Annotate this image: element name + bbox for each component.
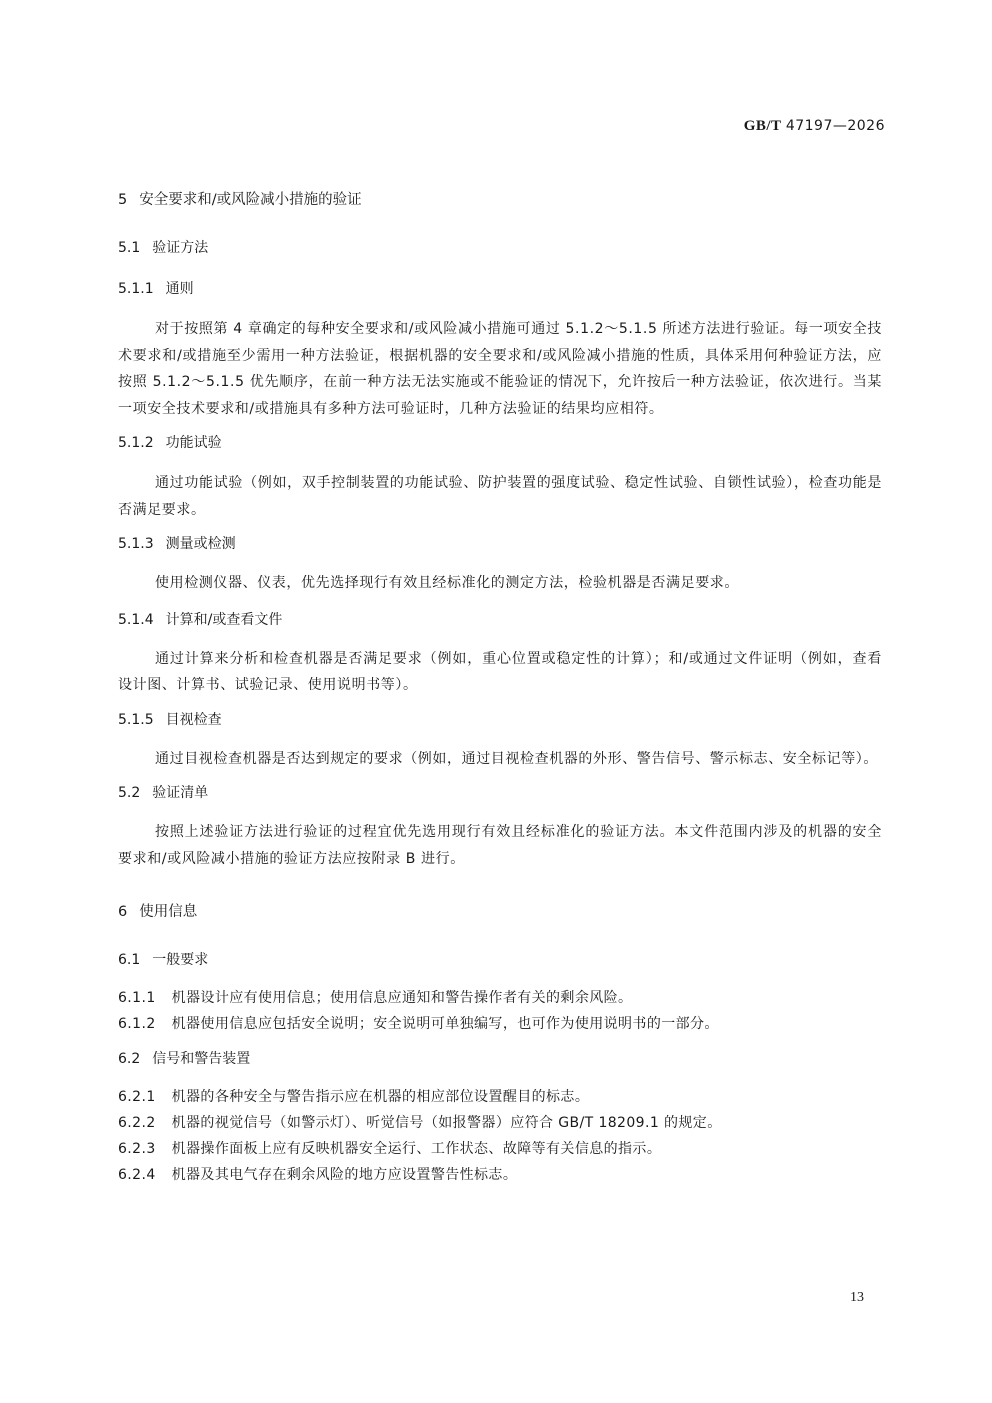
standard-number: 47197—2026 — [785, 118, 885, 134]
heading-title: 测量或检测 — [165, 536, 236, 552]
heading-section-5-1-5 — [118, 708, 882, 732]
text-line: 对于按照第 4 章确定的每种安全要求和/或风险减小措施可通过 5.1.2～5.1.5 所述方法进行验证。 — [155, 321, 795, 337]
heading-section-5-1 — [118, 236, 882, 260]
heading-number: 5 — [118, 192, 128, 208]
heading-title: 计算和/或查看文件 — [165, 611, 283, 628]
page-number: 13 — [850, 1290, 864, 1305]
heading-title: 功能试验 — [165, 435, 222, 451]
heading-title: 信号和警告装置 — [152, 1051, 251, 1067]
heading-title: 通则 — [165, 281, 194, 297]
paragraph-5-1-4 — [118, 646, 882, 699]
paragraph-5-1-5 — [118, 746, 882, 773]
clause-6-1-2 — [118, 1011, 882, 1037]
heading-section-5-1-4 — [118, 608, 882, 632]
paragraph-5-2 — [118, 819, 882, 872]
heading-title: 安全要求和/或风险减小措施的验证 — [139, 192, 362, 208]
heading-title: 验证清单 — [152, 785, 209, 801]
clause-text: 机器操作面板上应有反映机器安全运行、工作状态、故障等有关信息的指示。 — [171, 1141, 662, 1157]
text-line: 通过计算来分析和检查机器是否满足要求（例如，重心位置或稳定性的计算）；和/或通过文件证明 — [155, 650, 794, 667]
heading-number: 6 — [118, 904, 128, 920]
text-line: 每一项安全技术要求和/或措施至少需用一种方法验证，根据机器的安全要求和/或风险减小措施的性 — [118, 321, 882, 364]
text-line: 按照上述验证方法进行验证的过程宜优先选用现行有效且经标准化的验证方法。本文件范围内 — [155, 824, 764, 840]
clause-6-2-1 — [118, 1084, 882, 1110]
heading-number: 6.2 — [118, 1051, 141, 1067]
heading-title: 使用信息 — [139, 904, 198, 920]
clause-6-1-1 — [118, 985, 882, 1011]
clause-text: 机器设计应有使用信息；使用信息应通知和警告操作者有关的剩余风险。 — [171, 990, 633, 1006]
standard-prefix: GB/T — [743, 118, 782, 134]
clause-number: 6.2.4 — [118, 1167, 156, 1183]
heading-section-5-1-2 — [118, 431, 882, 455]
text-line: 下，允许按后一种方法验证，依次进行。当某一项安全技术要求和/或措施具有多种方法可验证时，几 — [118, 374, 882, 417]
clause-6-2-4 — [118, 1162, 882, 1188]
heading-title: 验证方法 — [152, 240, 209, 256]
clause-number: 6.2.1 — [118, 1089, 156, 1105]
text-line: 检查功能是否满足要求。 — [118, 475, 882, 518]
clause-number: 6.1.1 — [118, 990, 156, 1006]
standard-code — [744, 118, 885, 135]
heading-title: 一般要求 — [152, 952, 209, 968]
heading-number: 6.1 — [118, 952, 141, 968]
paragraph-5-1-2 — [118, 470, 882, 523]
heading-section-6-2 — [118, 1047, 882, 1071]
clause-6-2-2 — [118, 1110, 882, 1136]
text-line: 通过功能试验（例如，双手控制装置的功能试验、防护装置的强度试验、稳定性试验、自锁性试验）， — [155, 475, 809, 491]
clause-text: 机器的各种安全与警告指示应在机器的相应部位设置醒目的标志。 — [171, 1089, 590, 1105]
text-line: 质，具体采用何种验证方法，应按照 5.1.2～5.1.5 优先顺序，在前一种方法无法实施或不能验证的情况 — [118, 347, 882, 390]
paragraph-5-1-3 — [118, 570, 882, 597]
text-line: 种方法验证的结果均应相符。 — [473, 400, 664, 417]
heading-section-6 — [118, 900, 882, 924]
heading-number: 5.1 — [118, 240, 141, 256]
clause-text: 机器的视觉信号（如警示灯）、听觉信号（如报警器）应符合 GB/T 18209.1 的规定。 — [171, 1115, 722, 1131]
heading-section-5-1-3 — [118, 532, 882, 556]
clause-number: 6.1.2 — [118, 1016, 156, 1032]
text-line: （例如，查看设计图、计算书、试验记录、使用说明书等）。 — [118, 650, 882, 693]
text-line: 涉及的机器的安全要求和/或风险减小措施的验证方法应按附录 B 进行。 — [118, 824, 882, 867]
clause-number: 6.2.2 — [118, 1115, 156, 1131]
heading-number: 5.1.3 — [118, 536, 154, 552]
clause-text: 机器使用信息应包括安全说明；安全说明可单独编写，也可作为使用说明书的一部分。 — [171, 1016, 719, 1032]
clause-number: 6.2.3 — [118, 1141, 156, 1157]
heading-title: 目视检查 — [165, 711, 222, 728]
heading-section-6-1 — [118, 948, 882, 972]
clause-text: 机器及其电气存在剩余风险的地方应设置警告性标志。 — [171, 1167, 518, 1183]
text-line: 通过目视检查机器是否达到规定的要求（例如，通过目视检查机器的外形、警告信号、警示标志、安 — [155, 750, 798, 767]
text-line: 全标记等）。 — [797, 750, 879, 767]
heading-number: 5.1.5 — [118, 711, 154, 728]
heading-section-5 — [118, 188, 882, 212]
heading-number: 5.1.2 — [118, 435, 154, 451]
document-body — [118, 188, 882, 1188]
paragraph-5-1-1 — [118, 316, 882, 422]
heading-number: 5.2 — [118, 785, 141, 801]
text-line: 使用检测仪器、仪表，优先选择现行有效且经标准化的测定方法，检验机器是否满足要求。 — [155, 575, 739, 591]
heading-number: 5.1.4 — [118, 611, 154, 628]
heading-section-5-1-1 — [118, 277, 882, 301]
clause-6-2-3 — [118, 1136, 882, 1162]
heading-section-5-2 — [118, 781, 882, 805]
heading-number: 5.1.1 — [118, 281, 154, 297]
